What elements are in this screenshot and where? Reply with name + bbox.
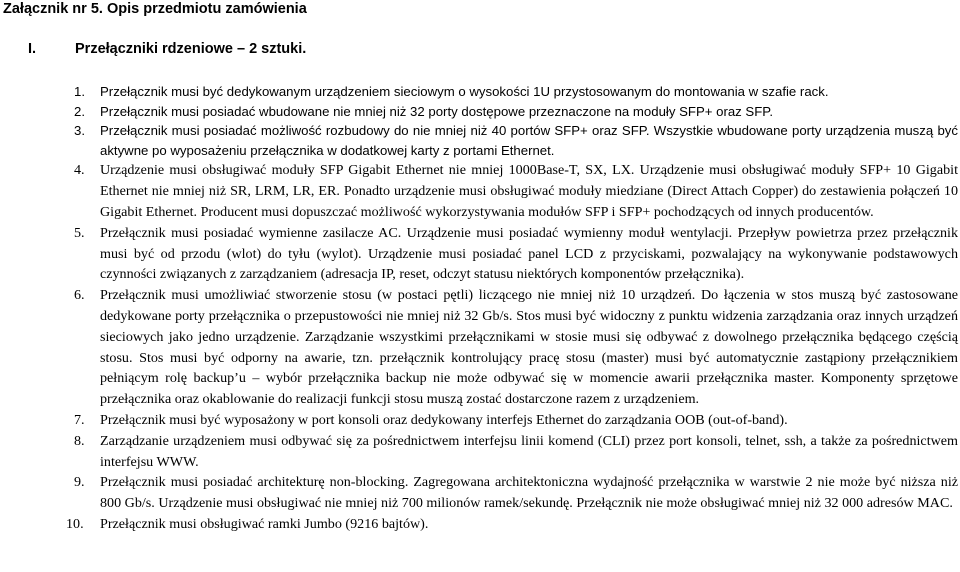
list-item-number: 6. [74, 287, 85, 304]
list-item [74, 285, 958, 410]
section-number: I. [28, 41, 37, 57]
list-item [74, 160, 958, 222]
list-item-number: 4. [74, 162, 85, 179]
list-item-text: Przełącznik musi posiadać wbudowane nie mniej niż 32 porty dostępowe przeznaczone na moduły SFP+ oraz SFP. [100, 103, 774, 119]
list-item [74, 102, 958, 122]
section-heading [28, 40, 306, 58]
list-item [74, 431, 958, 473]
list-item-text: Przełącznik musi posiadać możliwość rozbudowy do nie mniej niż 40 portów SFP+ oraz SFP. Wszystkie wbudowane porty urządzenia muszą być aktywne po wyposażeniu przełącznika w dodatkowej karty z portami Ethernet. [100, 123, 958, 158]
list-item-number: 1. [74, 84, 85, 99]
list-item-number: 8. [74, 432, 85, 449]
list-item-text: Przełącznik musi posiadać architekturę non-blocking. Zagregowana architektoniczna wydajność przełącznika w warstwie 2 nie może być niższa niż 800 Gb/s. Urządzenie musi obsługiwać nie mniej niż 700 milionów ramek/sekundę. Przełącznik nie może obsługiwać mniej niż 32 000 adresów MAC. [100, 474, 958, 512]
list-item-text: Przełącznik musi obsługiwać ramki Jumbo (9216 bajtów). [100, 515, 429, 532]
list-item-number: 9. [74, 474, 85, 491]
list-item-number: 7. [74, 411, 85, 428]
list-item [74, 410, 958, 431]
list-item-text: Przełącznik musi być wyposażony w port konsoli oraz dedykowany interfejs Ethernet do zarządzania OOB (out-of-band). [100, 411, 788, 428]
list-item-text: Przełącznik musi umożliwiać stworzenie stosu (w postaci pętli) liczącego nie mniej niż 10 urządzeń. Do łączenia w stos muszą być zastosowane dedykowane porty przełącznika o przepustowości nie mniej niż 32 Gb/s. Stos musi być widoczny z punktu widzenia zarządzania oraz innych urządzeń sieciowych jako jedno urządzenie. Zarządzanie wszystkimi przełącznikami w stosie musi się odbywać z dowolnego przełącznika będącego częścią stosu. Stos musi być odporny na awarie, tzn. przełącznik kontrolujący pracę stosu (master) musi być automatycznie zastąpiony przełącznikiem pełniącym rolę backup’u – wybór przełącznika backup nie może odbywać się w momencie awarii przełącznika master. Komponenty sprzętowe przełącznika oraz okablowanie do realizacji funkcji stosu muszą zostać dostarczone razem z urządzeniem. [100, 287, 958, 408]
requirements-list [66, 82, 958, 535]
list-item-number: 5. [74, 224, 85, 241]
section-title: Przełączniki rdzeniowe – 2 sztuki. [75, 41, 307, 57]
list-item-number: 3. [74, 123, 85, 139]
list-item-number: 10. [66, 515, 84, 532]
list-item-text: Zarządzanie urządzeniem musi odbywać się za pośrednictwem interfejsu linii komend (CLI) przez port konsoli, telnet, ssh, a także za pośrednictwem interfejsu WWW. [100, 432, 958, 470]
document-title: Załącznik nr 5. Opis przedmiotu zamówienia [3, 1, 307, 17]
list-item [74, 223, 958, 285]
list-item-text: Urządzenie musi obsługiwać moduły SFP Gigabit Ethernet nie mniej 1000Base-T, SX, LX. Urządzenie musi obsługiwać moduły SFP+ 10 Gigabit Ethernet nie mniej niż SR, LRM, LR, ER. Ponadto urządzenie musi obsługiwać moduły miedziane (Direct Attach Copper) do zestawienia połączeń 10 Gigabit Ethernet. Producent musi dopuszczać możliwość wykorzystywania modułów SFP i SFP+ pochodzących od innych producentów. [100, 162, 958, 220]
list-item-text: Przełącznik musi posiadać wymienne zasilacze AC. Urządzenie musi posiadać wymienny moduł wentylacji. Przepływ powietrza przez przełącznik musi być od przodu (wlot) do tyłu (wylot). Urządzenie musi posiadać panel LCD z przyciskami, pozwalający na wykonywanie podstawowych czynności związanych z zarządzaniem (adresacja IP, reset, odczyt statusu niektórych komponentów przełącznika). [100, 224, 958, 283]
list-item [74, 82, 958, 102]
list-item [74, 472, 958, 514]
list-item [66, 514, 958, 535]
list-item-number: 2. [74, 103, 85, 119]
list-item-text: Przełącznik musi być dedykowanym urządzeniem sieciowym o wysokości 1U przystosowanym do montowania w szafie rack. [100, 84, 829, 99]
list-item [74, 121, 958, 160]
